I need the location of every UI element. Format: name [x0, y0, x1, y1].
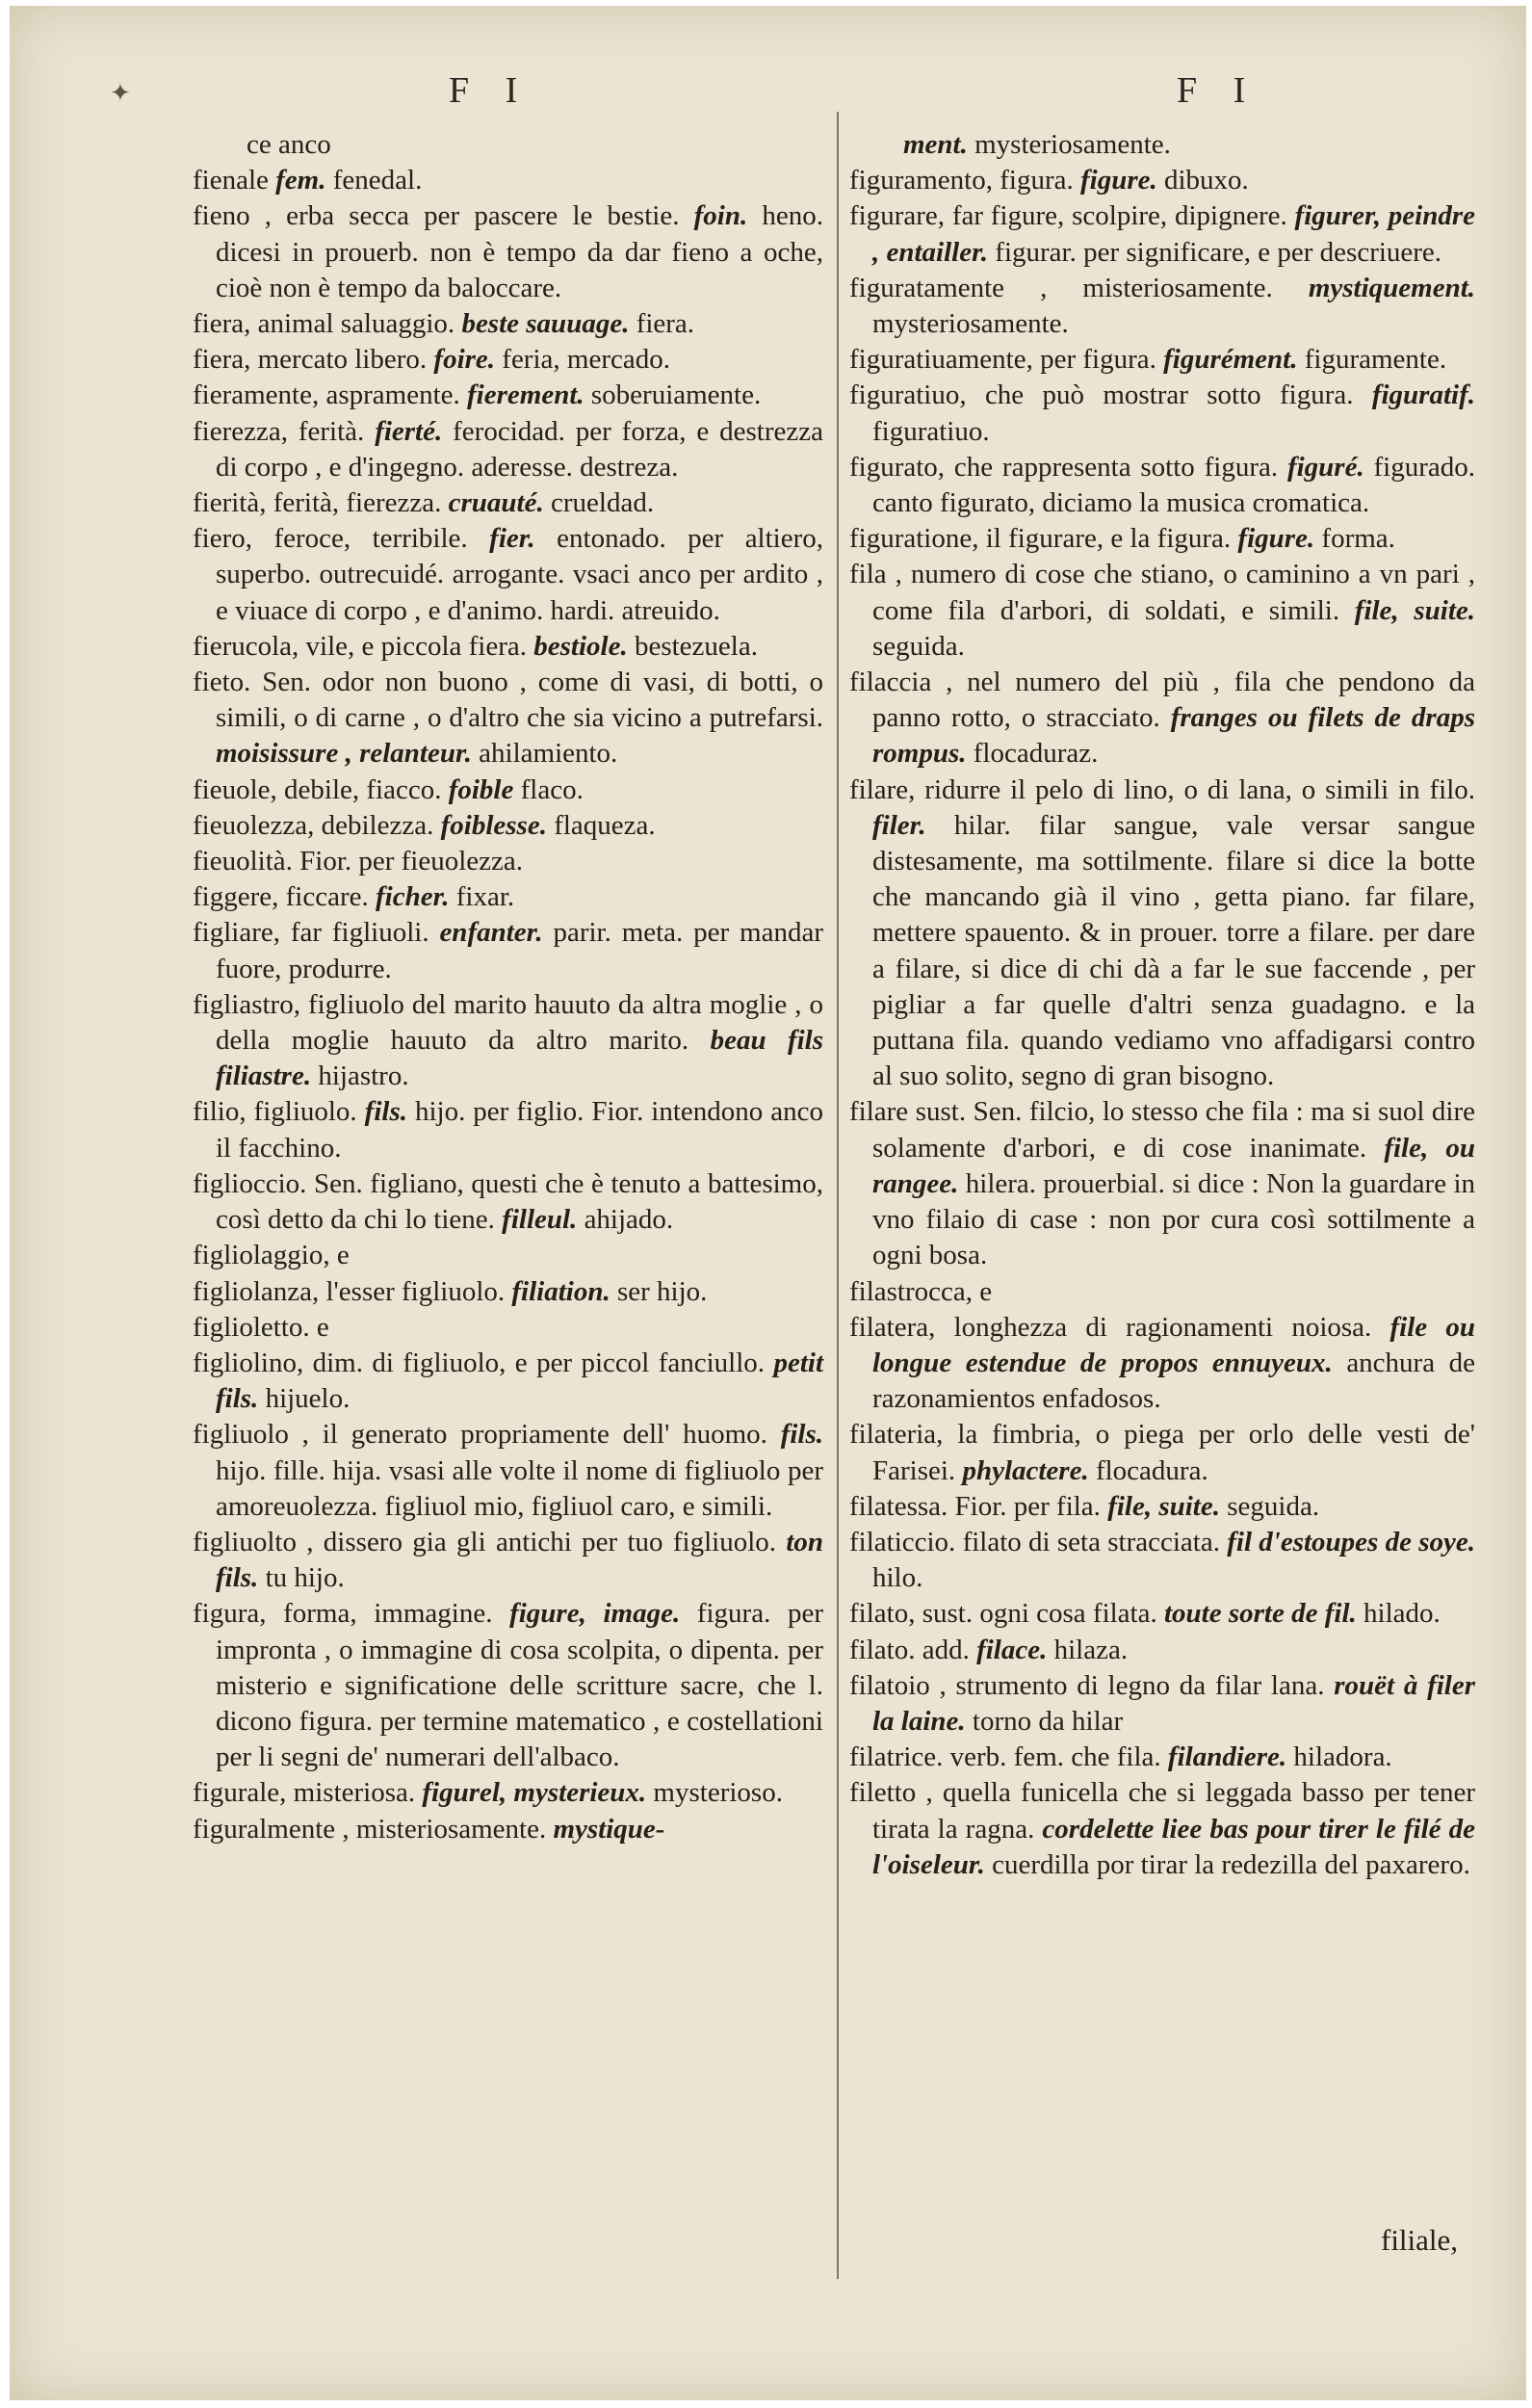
entry-french: fierement.	[467, 380, 584, 411]
dictionary-entry	[849, 198, 1475, 270]
entry-italian: figliolanza, l'esser figliuolo.	[193, 1275, 506, 1307]
entry-french: figuratif.	[1371, 380, 1475, 411]
entry-spanish: hilado.	[1356, 1598, 1441, 1630]
dictionary-entry	[193, 306, 823, 342]
entry-italian: fieuole, debile, fiacco.	[193, 773, 442, 805]
entry-spanish: hijuelo.	[258, 1383, 351, 1415]
dictionary-entry	[193, 521, 823, 629]
entry-italian: figura, forma, immagine.	[193, 1598, 493, 1630]
entry-spanish: parir. meta. per mandar fuore, produrre.	[216, 917, 824, 984]
entry-french: beau fils filiastre.	[216, 1025, 824, 1092]
entry-spanish: cuerdilla por tirar la redezilla del paxarero.	[984, 1848, 1470, 1880]
entry-french: fier.	[489, 523, 535, 555]
entry-french: beste sauuage.	[461, 308, 630, 340]
entry-italian: filaticcio. filato di seta stracciata.	[849, 1526, 1220, 1557]
dictionary-entry	[849, 1274, 1475, 1310]
dictionary-entry	[193, 342, 823, 378]
entry-italian: figurale, misteriosa.	[193, 1777, 416, 1809]
entry-spanish: hijo. per figlio. Fior. intendono anco il facchino.	[216, 1096, 824, 1164]
entry-italian: figliuolto , dissero gia gli antichi per tuo figliuolo.	[193, 1526, 777, 1557]
entry-french: figuré.	[1286, 451, 1364, 483]
dictionary-entry	[193, 1274, 823, 1310]
entry-french: fils.	[364, 1096, 407, 1128]
dictionary-entry	[193, 915, 823, 986]
entry-spanish: feria, mercado.	[495, 344, 670, 376]
entry-french: franges ou filets de draps rompus.	[872, 702, 1475, 770]
entry-italian: figlioccio. Sen. figliano, questi che è tenuto a battesimo, così detto da chi lo tiene.	[193, 1167, 823, 1236]
dictionary-entry	[193, 1812, 823, 1847]
entry-spanish: mysterioso.	[646, 1777, 783, 1809]
dictionary-entry	[193, 1525, 823, 1596]
entry-french: mystiquement.	[1308, 272, 1476, 303]
entry-spanish: dibuxo.	[1156, 165, 1249, 196]
entry-spanish: crueldad.	[543, 487, 655, 519]
entry-italian: figurare, far figure, scolpire, dipignere.	[849, 200, 1287, 232]
entry-french: figure.	[1237, 523, 1315, 555]
entry-spanish: fixar.	[449, 881, 515, 913]
entry-spanish: flaco.	[513, 773, 584, 805]
entry-french: figurément.	[1163, 344, 1298, 376]
entry-spanish: ahijado.	[577, 1204, 674, 1236]
entry-french: foire.	[433, 344, 496, 376]
entry-italian: figuratione, il figurare, e la figura.	[849, 523, 1232, 555]
entry-spanish: mysteriosamente.	[967, 129, 1171, 160]
entry-italian: filetto , quella funicella che si leggada basso per tener tirata la ragna.	[849, 1777, 1475, 1845]
entry-italian: filatoio , strumento di legno da filar lana.	[849, 1669, 1325, 1701]
entry-italian: fiera, mercato libero.	[193, 344, 428, 376]
entry-spanish: flaqueza.	[546, 809, 656, 841]
left-column	[193, 127, 823, 1847]
entry-french: mystique-	[553, 1813, 665, 1845]
dictionary-entry	[849, 342, 1475, 378]
entry-italian: figuramento, figura.	[849, 165, 1074, 196]
ink-mark: ✦	[110, 79, 131, 107]
entry-italian: figliare, far figliuoli.	[193, 917, 429, 949]
entry-italian: filatessa. Fior. per fila.	[849, 1490, 1101, 1522]
entry-spanish: forma.	[1314, 523, 1395, 555]
dictionary-entry	[193, 772, 823, 808]
entry-italian: fieto. Sen. odor non buono , come di vasi, di botti, o simili, o di carne , o d'altro che sia vicino a putrefarsi.	[193, 667, 823, 734]
entry-spanish: figurado. canto figurato, diciamo la musica cromatica.	[872, 451, 1475, 519]
dictionary-entry	[849, 1489, 1475, 1525]
dictionary-entry	[193, 879, 823, 915]
entry-spanish: heno. dicesi in prouerb. non è tempo da dar fieno a oche, cioè non è tempo da baloccare.	[216, 200, 824, 303]
entry-spanish: hijastro.	[311, 1060, 409, 1092]
entry-french: ment.	[903, 129, 968, 160]
right-column	[849, 127, 1475, 1883]
dictionary-entry	[849, 1775, 1475, 1883]
entry-spanish: entonado. per altiero, superbo. outrecuidé. arrogante. vsaci anco per ardito , e viuace di corpo , e d'animo. hardi. atreuido.	[216, 523, 824, 626]
entry-spanish: ferocidad. per forza, e destrezza di corpo , e d'ingegno. aderesse. destreza.	[216, 415, 823, 483]
entry-spanish: seguida.	[872, 630, 965, 662]
dictionary-entry	[849, 378, 1475, 449]
entry-italian: figlioletto. e	[193, 1311, 329, 1343]
entry-spanish: hiladora.	[1286, 1741, 1392, 1773]
dictionary-entry	[849, 521, 1475, 557]
entry-italian: figgere, ficcare.	[193, 881, 369, 913]
entry-italian: filastrocca, e	[849, 1275, 993, 1307]
dictionary-entry	[193, 808, 823, 844]
entry-spanish: hijo. fille. hija. vsasi alle volte il nome di figliuolo per amoreuolezza. figliuol mio, figliuol caro, e simili.	[216, 1454, 823, 1522]
entry-spanish: ser hijo.	[610, 1275, 708, 1307]
entry-italian: filaccia , nel numero del più , fila che pendono da panno rotto, o stracciato.	[849, 667, 1475, 734]
entry-french: figure.	[1079, 165, 1157, 196]
entry-italian: filato. add.	[849, 1634, 970, 1665]
dictionary-entry	[849, 1525, 1475, 1596]
catchword: filiale,	[1381, 2223, 1459, 2257]
entry-spanish: hilaza.	[1047, 1634, 1129, 1665]
entry-spanish: flocaduraz.	[966, 738, 1099, 770]
entry-french: ton fils.	[216, 1526, 824, 1594]
entry-spanish: figuramente.	[1297, 344, 1447, 376]
entry-italian: fieuolezza, debilezza.	[193, 809, 434, 841]
dictionary-entry	[193, 378, 823, 413]
entry-french: figure, image.	[509, 1598, 681, 1630]
entry-french: moisissure , relanteur.	[216, 738, 472, 770]
running-head-left: F I	[449, 70, 532, 111]
column-divider	[837, 112, 839, 2279]
dictionary-entry	[849, 1094, 1475, 1273]
dictionary-entry	[849, 665, 1475, 772]
dictionary-entry	[849, 163, 1475, 198]
dictionary-entry	[849, 1740, 1475, 1775]
dictionary-entry	[193, 1238, 823, 1273]
entry-spanish: anchura de razonamientos enfadosos.	[872, 1347, 1475, 1415]
entry-italian: fieno , erba secca per pascere le bestie.	[193, 200, 680, 232]
entry-italian: figliuolo , il generato propriamente dell' huomo.	[193, 1419, 767, 1451]
entry-italian: fienale	[193, 165, 269, 196]
entry-french: filace.	[976, 1634, 1048, 1665]
entry-french: filer.	[872, 809, 926, 841]
entry-italian: figuratiuamente, per figura.	[849, 344, 1156, 376]
entry-french: file, suite.	[1354, 594, 1476, 626]
entry-french: filiation.	[511, 1275, 610, 1307]
entry-italian: filare sust. Sen. filcio, lo stesso che fila : ma si suol dire solamente d'arbori, e di cose inanimate.	[849, 1096, 1475, 1164]
entry-italian: figurato, che rappresenta sotto figura.	[849, 451, 1279, 483]
dictionary-entry	[849, 271, 1475, 342]
dictionary-entry	[193, 198, 823, 306]
dictionary-entry	[193, 163, 823, 198]
entry-italian: filatera, longhezza di ragionamenti noiosa.	[849, 1311, 1372, 1343]
entry-italian: figuratiuo, che può mostrar sotto figura.	[849, 380, 1354, 411]
entry-italian: fiero, feroce, terribile.	[193, 523, 468, 555]
dictionary-entry	[193, 1346, 823, 1417]
dictionary-entry	[193, 1596, 823, 1775]
entry-italian: fierucola, vile, e piccola fiera.	[193, 630, 527, 662]
dictionary-entry	[849, 450, 1475, 521]
dictionary-entry	[849, 772, 1475, 1095]
dictionary-entry	[193, 629, 823, 665]
entry-french: fierté.	[375, 415, 443, 447]
entry-french: phylactere.	[962, 1454, 1089, 1486]
entry-spanish: figuratiuo.	[872, 415, 990, 447]
dictionary-entry	[849, 1596, 1475, 1632]
dictionary-entry	[849, 1310, 1475, 1418]
entry-french: bestiole.	[533, 630, 628, 662]
entry-italian: figliolaggio, e	[193, 1240, 350, 1271]
entry-spanish: torno da hilar	[965, 1705, 1124, 1737]
dictionary-entry	[193, 1417, 823, 1525]
entry-spanish: mysteriosamente.	[872, 308, 1069, 340]
entry-french: foin.	[693, 200, 748, 232]
entry-french: ficher.	[375, 881, 450, 913]
entry-spanish: flocadura.	[1088, 1454, 1208, 1486]
entry-italian: figuralmente , misteriosamente.	[193, 1813, 547, 1845]
entry-french: figurel, mysterieux.	[422, 1777, 647, 1809]
entry-french: enfanter.	[439, 917, 543, 949]
entry-italian: figuratamente , misteriosamente.	[849, 272, 1273, 303]
running-head-right: F I	[1177, 70, 1259, 111]
entry-french: toute sorte de fil.	[1164, 1598, 1357, 1630]
dictionary-entry	[193, 1310, 823, 1346]
dictionary-entry	[193, 1775, 823, 1811]
dictionary-entry	[193, 127, 823, 163]
entry-french: foiblesse.	[440, 809, 547, 841]
entry-spanish: hilera. prouerbial. si dice : Non la guardare in vno filaio di case : non por cura così sottilmente a ogni bosa.	[872, 1167, 1475, 1271]
entry-spanish: fenedal.	[325, 165, 423, 196]
entry-french: cruauté.	[448, 487, 544, 519]
entry-french: fils.	[780, 1419, 824, 1451]
entry-french: rouët à filer la laine.	[872, 1669, 1476, 1737]
dictionary-entry	[193, 844, 823, 879]
entry-french: fil d'estoupes de soye.	[1227, 1526, 1476, 1557]
entry-spanish: fiera.	[629, 308, 695, 340]
entry-french: foible	[448, 773, 514, 805]
entry-spanish: hilar. filar sangue, vale versar sangue distesamente, ma sottilmente. filare si dice la botte che mancando già il vino , getta piano. far filare, mettere spauento. & in prouer. torre a filare. per dare a filare, si dice di chi dà a far le sue faccende , per pigliar a far quelle d'altri senza guadagno. e la puttana fila. quando vediamo vno affadigarsi contro al suo solito, segno di gran bisogno.	[872, 809, 1475, 1092]
entry-spanish: figura. per impronta , o immagine di cosa scolpita, o dipenta. per misterio e significatione delle scritture sacre, che l. dicono figura. per termine matematico , e costellationi per li segni de' numerari dell'albaco.	[216, 1598, 823, 1773]
dictionary-entry	[193, 987, 823, 1095]
dictionary-entry	[849, 127, 1475, 163]
entry-spanish: ahilamiento.	[471, 738, 618, 770]
dictionary-entry	[193, 485, 823, 521]
entry-french: cordelette liee bas pour tirer le filé de l'oiseleur.	[872, 1813, 1476, 1880]
dictionary-entry	[193, 665, 823, 772]
entry-italian: figliolino, dim. di figliuolo, e per piccol fanciullo.	[193, 1347, 766, 1378]
dictionary-entry	[849, 557, 1475, 665]
entry-french: figurer, peindre , entailler.	[872, 200, 1475, 268]
entry-italian: ce anco	[247, 129, 331, 160]
entry-french: fem.	[275, 165, 326, 196]
dictionary-entry	[849, 1633, 1475, 1668]
entry-spanish: figurar. per significare, e per descriuere.	[988, 236, 1442, 268]
entry-italian: filatrice. verb. fem. che fila.	[849, 1741, 1161, 1773]
entry-french: filleul.	[502, 1204, 578, 1236]
dictionary-entry	[193, 414, 823, 485]
entry-italian: fierità, ferità, fierezza.	[193, 487, 442, 519]
entry-french: file, ou rangee.	[872, 1132, 1476, 1199]
dictionary-entry	[193, 1166, 823, 1238]
dictionary-entry	[849, 1668, 1475, 1740]
entry-spanish: tu hijo.	[258, 1562, 345, 1594]
entry-italian: filio, figliuolo.	[193, 1096, 357, 1128]
entry-french: file ou longue estendue de propos ennuyeux.	[872, 1311, 1475, 1378]
entry-spanish: seguida.	[1219, 1490, 1320, 1522]
entry-french: petit fils.	[216, 1347, 823, 1415]
entry-italian: filare, ridurre il pelo di lino, o di lana, o simili in filo.	[849, 773, 1475, 805]
book-page	[10, 6, 1526, 2400]
entry-italian: fiera, animal saluaggio.	[193, 308, 455, 340]
entry-italian: fierezza, ferità.	[193, 415, 365, 447]
entry-italian: filato, sust. ogni cosa filata.	[849, 1598, 1157, 1630]
dictionary-entry	[193, 1094, 823, 1165]
entry-italian: fieramente, aspramente.	[193, 380, 460, 411]
entry-italian: fieuolità. Fior. per fieuolezza.	[193, 846, 524, 877]
entry-spanish: hilo.	[872, 1562, 923, 1594]
entry-spanish: soberuiamente.	[584, 380, 762, 411]
dictionary-entry	[849, 1417, 1475, 1488]
entry-french: file, suite.	[1107, 1490, 1220, 1522]
entry-italian: filateria, la fimbria, o piega per orlo delle vesti de' Farisei.	[849, 1419, 1475, 1486]
entry-italian: figliastro, figliuolo del marito hauuto da altra moglie , o della moglie hauuto da altro marito.	[193, 988, 823, 1057]
entry-italian: fila , numero di cose che stiano, o caminino a vn pari , come fila d'arbori, di soldati, e simili.	[849, 559, 1475, 626]
entry-french: filandiere.	[1167, 1741, 1287, 1773]
entry-spanish: bestezuela.	[627, 630, 758, 662]
